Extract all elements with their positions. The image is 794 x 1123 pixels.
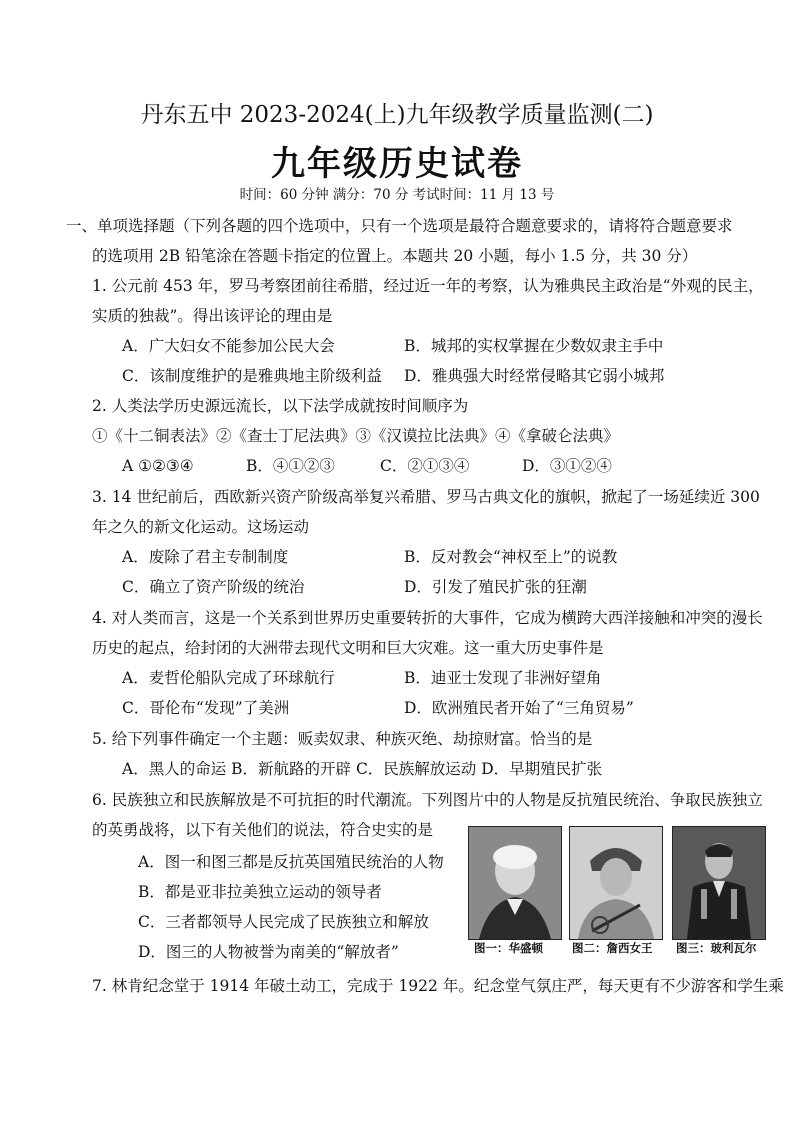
q6-option-c: C．三者都领导人民完成了民族独立和解放 [138, 913, 429, 931]
q4-stem-line2: 历史的起点，给封闭的大洲带去现代文明和巨大灾难。这一重大历史事件是 [92, 639, 604, 657]
q3-stem-line2: 年之久的新文化运动。这场运动 [92, 518, 310, 536]
figure-1-caption: 图一：华盛顿 [474, 941, 543, 955]
q1-option-b: B．城邦的实权掌握在少数奴隶主手中 [404, 337, 664, 355]
q5-options: A．黑人的命运 B．新航路的开辟 C．民族解放运动 D．早期殖民扩张 [122, 760, 603, 778]
q2-option-a: A ①②③④ [122, 457, 194, 475]
q4-option-b: B．迪亚士发现了非洲好望角 [404, 669, 602, 687]
q2-option-c: C．②①③④ [380, 457, 470, 475]
q3-option-a: A．废除了君主专制制度 [122, 548, 289, 566]
section-instruction-line1: 一、单项选择题（下列各题的四个选项中，只有一个选项是最符合题意要求的，请将符合题意要求 [66, 217, 733, 235]
q4-stem-line1: 4. 对人类而言，这是一个关系到世界历史重要转折的大事件，它成为横跨大西洋接触和冲突的漫长 [92, 609, 763, 627]
q1-option-c: C．该制度维护的是雅典地主阶级利益 [122, 367, 382, 385]
figure-1-washington-portrait [468, 826, 562, 940]
figure-3-caption: 图三：玻利瓦尔 [676, 941, 757, 955]
q1-option-a: A．广大妇女不能参加公民大会 [122, 337, 335, 355]
q7-stem-line1: 7. 林肯纪念堂于 1914 年破土动工，完成于 1922 年。纪念堂气氛庄严，每天更有不少游客和学生乘 [92, 977, 784, 995]
exam-school-title: 丹东五中 2023-2024(上)九年级教学质量监测(二) [140, 102, 654, 128]
q3-option-d: D．引发了殖民扩张的狂潮 [404, 578, 587, 596]
q4-option-c: C．哥伦布“发现”了美洲 [122, 699, 290, 717]
q3-stem-line1: 3. 14 世纪前后，西欧新兴资产阶级高举复兴希腊、罗马古典文化的旗帜，掀起了一场延续近 300 [92, 488, 760, 506]
section-instruction-line2: 的选项用 2B 铅笔涂在答题卡指定的位置上。本题共 20 小题，每小 1.5 分，共 30 分） [92, 247, 698, 265]
portrait-1-image [469, 827, 561, 939]
q3-option-c: C．确立了资产阶级的统治 [122, 578, 305, 596]
portrait-2-image [570, 827, 662, 939]
figure-2-caption: 图二：詹西女王 [572, 941, 653, 955]
q2-option-b: B．④①②③ [246, 457, 335, 475]
figure-2-rani-portrait [569, 826, 663, 940]
q6-stem-line2: 的英勇战将，以下有关他们的说法，符合史实的是 [92, 821, 434, 839]
q2-stem-line1: 2. 人类法学历史源远流长，以下法学成就按时间顺序为 [92, 397, 469, 415]
q5-stem-line1: 5. 给下列事件确定一个主题：贩卖奴隶、种族灭绝、劫掠财富。恰当的是 [92, 730, 593, 748]
q2-option-d: D．③①②④ [522, 457, 612, 475]
exam-meta: 时间：60 分钟 满分：70 分 考试时间：11 月 13 号 [239, 187, 555, 203]
q2-stem-line2: ①《十二铜表法》②《查士丁尼法典》③《汉谟拉比法典》④《拿破仑法典》 [92, 427, 620, 445]
portrait-3-image [673, 827, 765, 939]
q3-option-b: B．反对教会“神权至上”的说教 [404, 548, 618, 566]
q6-option-a: A．图一和图三都是反抗英国殖民统治的人物 [138, 853, 444, 871]
q4-option-d: D．欧洲殖民者开始了“三角贸易” [404, 699, 634, 717]
figure-3-bolivar-portrait [672, 826, 766, 940]
q6-stem-line1: 6. 民族独立和民族解放是不可抗拒的时代潮流。下列图片中的人物是反抗殖民统治、争取民族独立 [92, 791, 763, 809]
q6-option-b: B．都是亚非拉美独立运动的领导者 [138, 883, 382, 901]
q1-option-d: D．雅典强大时经常侵略其它弱小城邦 [404, 367, 665, 385]
q1-stem-line2: 实质的独裁”。得出该评论的理由是 [92, 307, 333, 325]
q6-option-d: D．图三的人物被誉为南美的“解放者” [138, 943, 399, 961]
q1-stem-line1: 1. 公元前 453 年，罗马考察团前往希腊，经过近一年的考察，认为雅典民主政治是“外观的民主， [92, 277, 764, 295]
q4-option-a: A．麦哲伦船队完成了环球航行 [122, 669, 335, 687]
exam-subject-title: 九年级历史试卷 [271, 144, 523, 184]
